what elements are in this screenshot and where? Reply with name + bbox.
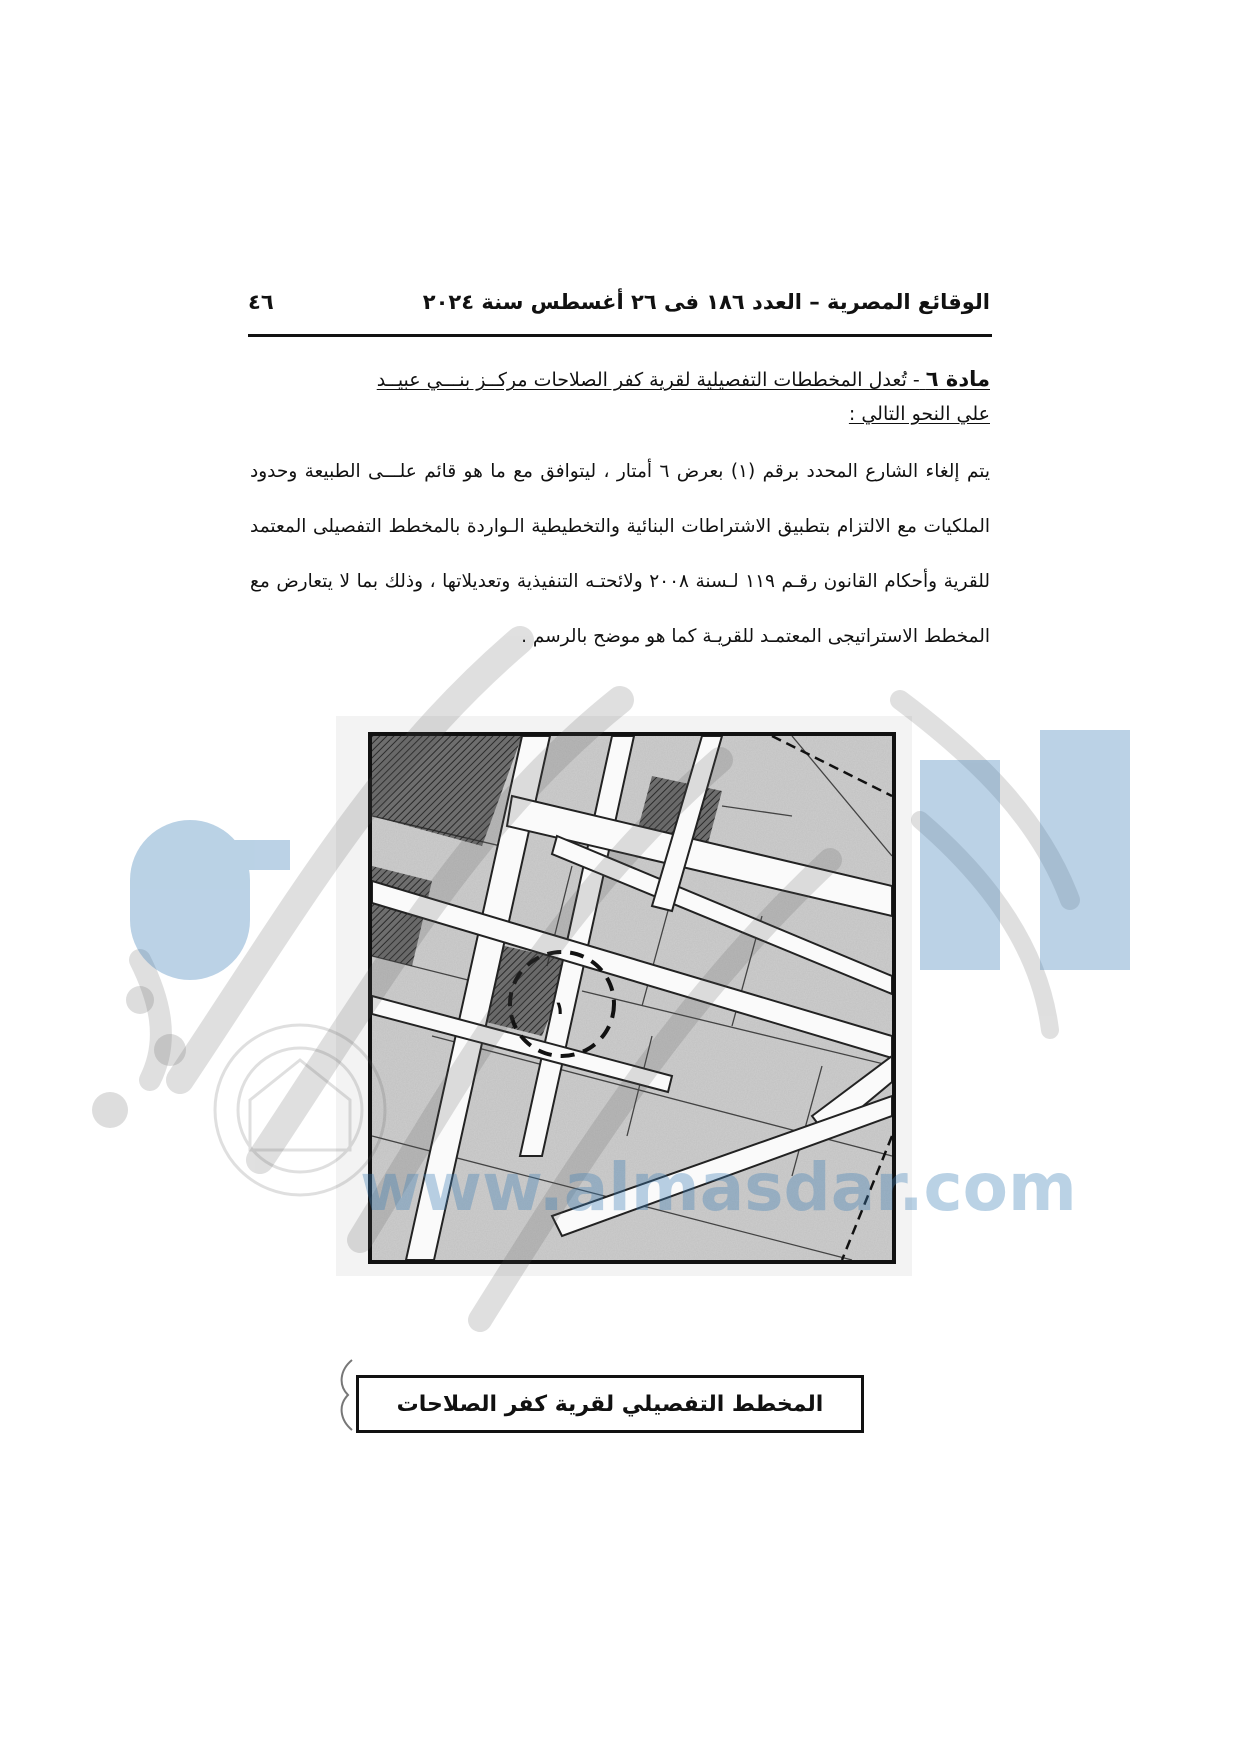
map-drawing [372,736,892,1260]
figure-caption [356,1375,864,1433]
article-number: مادة ٦ [925,367,990,391]
watermark-url: www.almasdar.com [360,1149,1077,1226]
marker-label: ١ [554,998,565,1019]
article-title-line1: - تُعدل المخططات التفصيلية لقرية كفر الصلاحات مركــز بنـــي عبيــد [376,369,920,391]
header-divider [248,334,992,337]
article-body: يتم إلغاء الشارع المحدد برقم (١) بعرض ٦ أمتار ، ليتوافق مع ما هو قائم علـــى الطبيعة وحدود الملكيات مع الالتزام بتطبيق الاشتراطات البنائية والتخطيطية الـواردة بالمخطط التفصيلى المعتمد للقرية وأحكام القانون رقـم ١١٩ لـسنة ٢٠٠٨ ولائحتـه التنفيذية وتعديلاتها ، وذلك بما لا يتعارض مع المخطط الاستراتيجى المعتمـد للقريـة كما هو موضح بالرسم . [250,461,990,647]
page-number: ٤٦ [248,290,274,314]
figure-caption-text: المخطط التفصيلي لقرية كفر الصلاحات [396,1391,824,1417]
article-title-line2: علي النحو التالي : [848,403,990,425]
watermark-dots [92,986,186,1128]
article-heading [250,362,990,431]
page-header [248,282,990,322]
detailed-plan-map [368,732,896,1264]
scan-edge-marks [330,1355,358,1435]
header-title: الوقائع المصرية – العدد ١٨٦ فى ٢٦ أغسطس سنة ٢٠٢٤ [422,290,990,314]
